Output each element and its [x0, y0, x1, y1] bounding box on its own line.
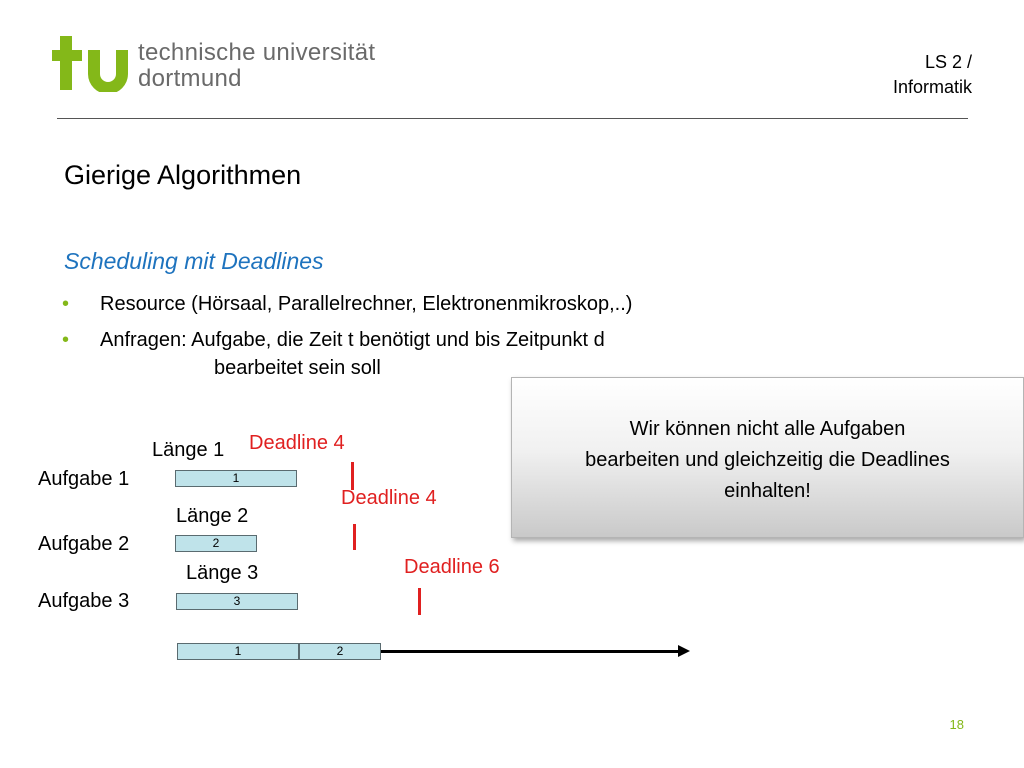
callout-box: Wir können nicht alle Aufgaben bearbeiten und gleichzeitig die Deadlines einhalten! [511, 377, 1024, 538]
task-name-label: Aufgabe 2 [38, 533, 130, 555]
task-length-label: Länge 2 [176, 505, 249, 527]
task-bar: 3 [176, 593, 298, 610]
schedule-block: 1 [177, 643, 299, 660]
bullet-dot-icon: • [62, 293, 70, 315]
task-length-label: Länge 3 [186, 562, 259, 584]
university-name-line2: dortmund [138, 65, 242, 92]
bullet-continuation: bearbeitet sein soll [214, 357, 381, 379]
bullet-list [62, 290, 632, 382]
task-name-label: Aufgabe 1 [38, 468, 130, 490]
chair-line2: Informatik [892, 77, 972, 97]
bullet-text: Resource (Hörsaal, Parallelrechner, Elektronenmikroskop,..) [100, 293, 633, 315]
deadline-marker [351, 462, 354, 490]
deadline-marker [418, 588, 421, 615]
university-name [138, 40, 375, 92]
task-bar: 2 [175, 535, 257, 552]
timeline-axis [381, 650, 680, 653]
schedule-block: 2 [299, 643, 381, 660]
task-bar: 1 [175, 470, 297, 487]
bullet-text: Anfragen: Aufgabe, die Zeit t benötigt und bis Zeitpunkt d [100, 329, 605, 351]
bullet-item [62, 326, 632, 354]
deadline-label: Deadline 6 [404, 556, 500, 578]
task-length-label: Länge 1 [152, 439, 225, 461]
slide-title: Gierige Algorithmen [64, 160, 302, 190]
chair-line1: LS 2 / [924, 52, 972, 72]
deadline-label: Deadline 4 [249, 432, 345, 454]
arrow-right-icon [678, 645, 690, 657]
bullet-item [62, 290, 632, 318]
slide-subtitle: Scheduling mit Deadlines [64, 248, 324, 274]
header-divider [57, 118, 968, 119]
bullet-dot-icon: • [62, 329, 70, 351]
chair-label [893, 50, 972, 100]
deadline-label: Deadline 4 [341, 487, 437, 509]
tu-logo-icon [52, 36, 128, 92]
deadline-marker [353, 524, 356, 550]
page-number: 18 [949, 717, 964, 732]
university-name-line1: technische universität [138, 39, 376, 66]
task-name-label: Aufgabe 3 [38, 590, 130, 612]
